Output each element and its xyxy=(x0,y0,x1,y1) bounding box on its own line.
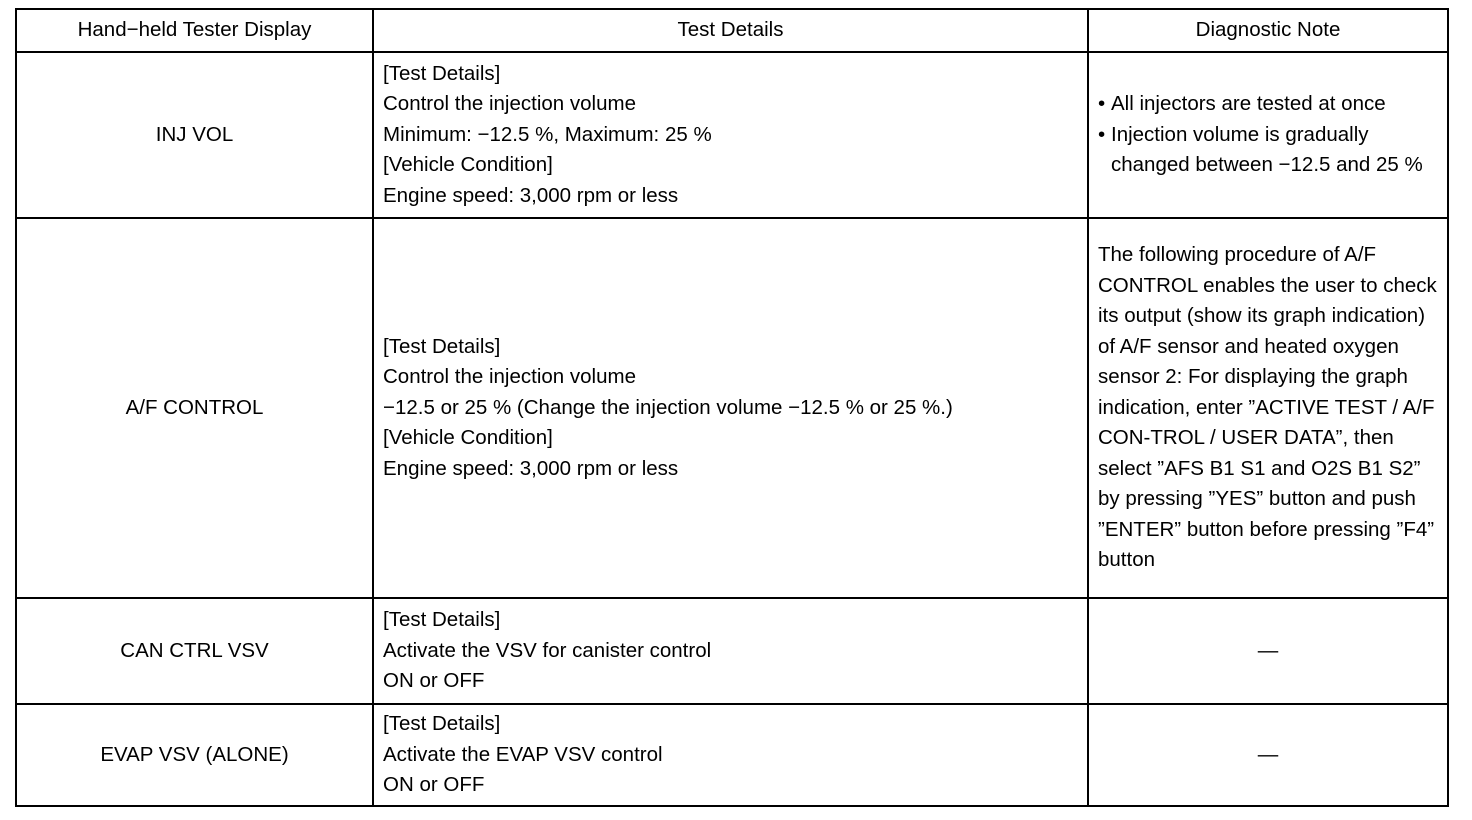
note-bullet-list xyxy=(1098,89,1438,181)
test-details-cell xyxy=(373,598,1088,704)
details-line: Engine speed: 3,000 rpm or less xyxy=(383,456,679,480)
header-row xyxy=(16,9,1448,52)
details-line: [Test Details] xyxy=(383,334,501,358)
test-details-cell xyxy=(373,218,1088,598)
header-diagnostic-note: Diagnostic Note xyxy=(1088,9,1448,52)
table-row xyxy=(16,598,1448,704)
tester-display-cell: INJ VOL xyxy=(16,52,373,218)
tester-display-cell: CAN CTRL VSV xyxy=(16,598,373,704)
details-line: [Test Details] xyxy=(383,712,501,736)
tester-display-cell: A/F CONTROL xyxy=(16,218,373,598)
details-line: ON or OFF xyxy=(383,669,485,693)
header-test-details: Test Details xyxy=(373,9,1088,52)
note-bullet: • Injection volume is gradually changed between −12.5 and 25 % xyxy=(1098,120,1438,181)
details-line: [Vehicle Condition] xyxy=(383,426,553,450)
diagnostic-note-dash: — xyxy=(1088,598,1448,704)
table-row xyxy=(16,704,1448,806)
diagnostic-note-dash: — xyxy=(1088,704,1448,806)
details-line: ON or OFF xyxy=(383,773,485,797)
table-row xyxy=(16,218,1448,598)
details-line: Activate the VSV for canister control xyxy=(383,638,712,662)
active-test-table xyxy=(15,8,1449,807)
details-line: [Test Details] xyxy=(383,608,501,632)
header-tester-display: Hand−held Tester Display xyxy=(16,9,373,52)
test-details-cell xyxy=(373,704,1088,806)
diagnostic-note-cell xyxy=(1088,52,1448,218)
test-details-cell xyxy=(373,52,1088,218)
details-line: Control the injection volume xyxy=(383,365,636,389)
details-line: −12.5 or 25 % (Change the injection volume −12.5 % or 25 %.) xyxy=(383,395,953,419)
details-line: [Vehicle Condition] xyxy=(383,153,553,177)
tester-display-cell: EVAP VSV (ALONE) xyxy=(16,704,373,806)
details-line: Control the injection volume xyxy=(383,92,636,116)
diagnostic-note-cell xyxy=(1088,218,1448,598)
details-line: Activate the EVAP VSV control xyxy=(383,742,663,766)
details-line: Engine speed: 3,000 rpm or less xyxy=(383,183,679,207)
details-line: [Test Details] xyxy=(383,61,501,85)
note-bullet: • All injectors are tested at once xyxy=(1098,89,1438,120)
diagnostic-note-text: The following procedure of A/F CONTROL enables the user to check its output (show its graph indication) of A/F sensor and heated oxygen sensor 2: For displaying the graph indication, enter ”ACTIVE TEST / A/F CON-TROL / USER DATA”, then select ”AFS B1 S1 and O2S B1 S2” by pressing ”YES” button and push ”ENTER” button before pressing ”F4” button xyxy=(1098,243,1437,572)
table-row xyxy=(16,52,1448,218)
details-line: Minimum: −12.5 %, Maximum: 25 % xyxy=(383,122,712,146)
